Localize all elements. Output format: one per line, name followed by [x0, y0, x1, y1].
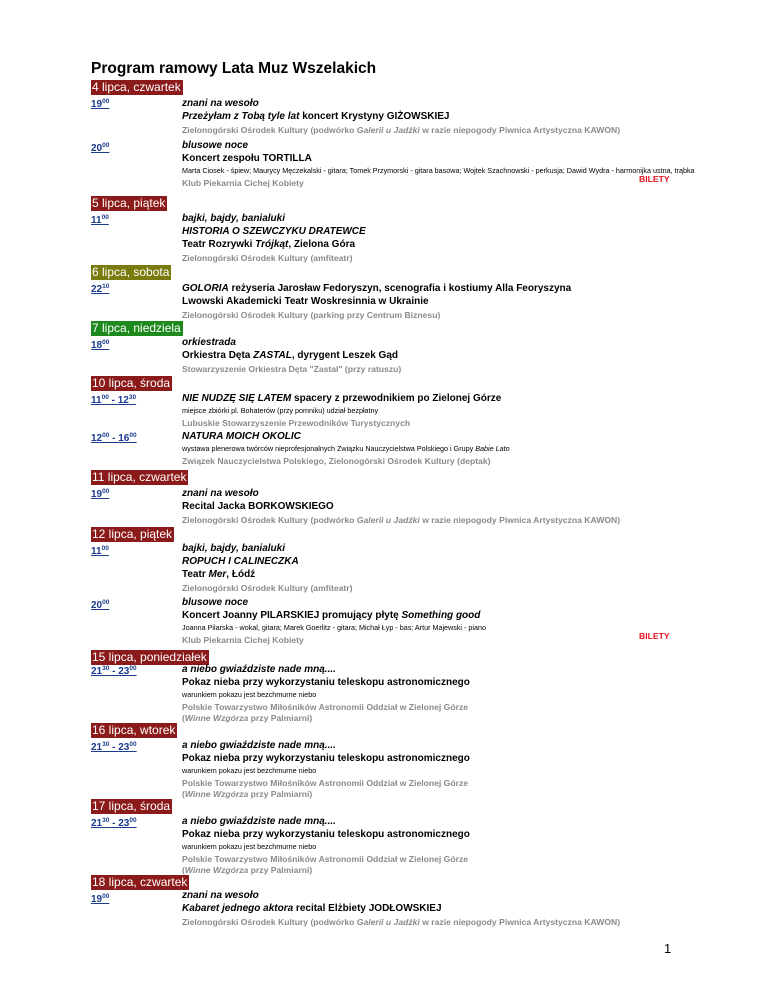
event-info: warunkiem pokazu jest bezchmurne niebo	[182, 766, 317, 775]
event-time: $18^{00}$	[91, 339, 110, 351]
event-category: blusowe noce	[182, 140, 249, 151]
event-category: znani na wesoło	[182, 890, 259, 901]
event-info: wystawa plenerowa twórców nieprofesjonalnych Związku Nauczycielstwa Polskiego i Grupy Babie Lato	[182, 444, 510, 453]
event-venue: Zielonogórski Ośrodek Kultury (amfiteatr)	[182, 253, 353, 263]
event-time: $20^{00}$	[91, 142, 110, 154]
event-entry	[182, 815, 728, 876]
event-info: miejsce zbiórki pl. Bohaterów (przy pomniku) udział bezpłatny	[182, 406, 379, 415]
event-category: bajki, bajdy, banialuki	[182, 213, 285, 224]
event-venue: Polskie Towarzystwo Miłośników Astronomii Oddział w Zielonej Górze	[182, 854, 469, 864]
day-header-5-lipca: 5 lipca, piątek	[92, 196, 166, 210]
event-info: Marta Ciosek - śpiew; Maurycy Męczekalski - gitara; Tomek Przymorski - gitara basowa; Wojtek Szachnowski - perkusja; Dawid Wydra - harmonijka ustna, trąbka	[182, 166, 695, 175]
event-time: $19^{00}$	[91, 98, 110, 110]
event-entry	[182, 487, 728, 526]
event-category: a niebo gwiaździste nade mną....	[182, 816, 336, 827]
event-venue: Zielonogórski Ośrodek Kultury (podwórko Galerii u Jadźki w razie niepogody Piwnica Artystyczna KAWON)	[182, 917, 621, 927]
event-title: NIE NUDZĘ SIĘ LATEM spacery z przewodnikiem po Zielonej Górze	[182, 393, 502, 404]
event-entry	[182, 739, 728, 800]
event-title: Koncert Joanny PILARSKIEJ promujący płytę Something good	[182, 610, 481, 621]
day-header-15-lipca: 15 lipca, poniedziałek	[92, 650, 207, 664]
day-header-11-lipca: 11 lipca, czwartek	[92, 470, 187, 484]
event-venue: Zielonogórski Ośrodek Kultury (amfiteatr)	[182, 583, 353, 593]
event-entry	[182, 430, 728, 467]
event-info: warunkiem pokazu jest bezchmurne niebo	[182, 842, 317, 851]
event-venue: Klub Piekarnia Cichej Kobiety	[182, 178, 304, 188]
event-title: NATURA MOICH OKOLIC	[182, 431, 301, 442]
event-entry	[182, 663, 728, 724]
day-header-6-lipca: 6 lipca, sobota	[92, 265, 170, 279]
event-subtitle: Teatr Mer, Łódź	[182, 569, 256, 580]
event-time: $21^{30} - 23^{00}$	[91, 817, 137, 829]
event-title: Pokaz nieba przy wykorzystaniu teleskopu astronomicznego	[182, 753, 470, 764]
page-number: 1	[664, 941, 672, 956]
event-entry	[182, 542, 728, 594]
event-info: Joanna Pilarska - wokal, gitara; Marek Goerlitz - gitara; Michał Łyp - bas; Artur Majewski - piano	[182, 623, 486, 632]
event-category: znani na wesoło	[182, 98, 259, 109]
event-time: $19^{00}$	[91, 488, 110, 500]
event-time: $22^{10}$	[91, 283, 110, 295]
event-title: Recital Jacka BORKOWSKIEGO	[182, 501, 334, 512]
tickets-link[interactable]: BILETY	[639, 174, 670, 184]
event-entry	[182, 336, 728, 375]
event-info: warunkiem pokazu jest bezchmurne niebo	[182, 690, 317, 699]
event-venue: Zielonogórski Ośrodek Kultury (podwórko Galerii u Jadźki w razie niepogody Piwnica Artystyczna KAWON)	[182, 515, 621, 525]
event-time: $11^{00}$	[91, 545, 109, 557]
day-header-12-lipca: 12 lipca, piątek	[92, 527, 173, 541]
event-time: $21^{30} - 23^{00}$	[91, 741, 137, 753]
day-header-4-lipca: 4 lipca, czwartek	[92, 80, 181, 94]
event-entry	[182, 889, 728, 928]
event-title: Orkiestra Dęta ZASTAL, dyrygent Leszek Gąd	[182, 350, 399, 361]
event-entry	[182, 392, 728, 429]
event-category: a niebo gwiaździste nade mną....	[182, 664, 336, 675]
event-title: ROPUCH I CALINECZKA	[182, 556, 299, 567]
event-venue: Klub Piekarnia Cichej Kobiety	[182, 635, 304, 645]
event-title: Koncert zespołu TORTILLA	[182, 153, 312, 164]
event-venue-detail: (Winne Wzgórza przy Palmiarni)	[182, 713, 313, 723]
event-venue: Lubuskie Stowarzyszenie Przewodników Turystycznych	[182, 418, 411, 428]
event-venue-detail: (Winne Wzgórza przy Palmiarni)	[182, 789, 313, 799]
event-entry	[182, 97, 728, 136]
event-title: Pokaz nieba przy wykorzystaniu teleskopu astronomicznego	[182, 677, 470, 688]
event-venue: Polskie Towarzystwo Miłośników Astronomii Oddział w Zielonej Górze	[182, 778, 469, 788]
event-title: Pokaz nieba przy wykorzystaniu teleskopu astronomicznego	[182, 829, 470, 840]
event-title: Kabaret jednego aktora recital Elżbiety JODŁOWSKIEJ	[182, 903, 442, 914]
event-title: Przeżyłam z Tobą tyle lat koncert Krystyny GIŻOWSKIEJ	[182, 111, 450, 122]
event-category: znani na wesoło	[182, 488, 259, 499]
tickets-link[interactable]: BILETY	[639, 631, 670, 641]
event-time: $21^{30} - 23^{00}$	[91, 665, 137, 677]
event-venue-detail: (Winne Wzgórza przy Palmiarni)	[182, 865, 313, 875]
day-header-17-lipca: 17 lipca, środa	[92, 799, 171, 813]
document-title: Program ramowy Lata Muz Wszelakich	[91, 60, 377, 77]
day-header-18-lipca: 18 lipca, czwartek	[92, 875, 188, 889]
day-header-10-lipca: 10 lipca, środa	[92, 376, 171, 390]
event-subtitle: Teatr Rozrywki Trójkąt, Zielona Góra	[182, 239, 356, 250]
event-time: $20^{00}$	[91, 599, 110, 611]
event-category: bajki, bajdy, banialuki	[182, 543, 285, 554]
event-category: a niebo gwiaździste nade mną....	[182, 740, 336, 751]
event-venue: Związek Nauczycielstwa Polskiego, Zielonogórski Ośrodek Kultury (deptak)	[182, 456, 491, 466]
event-venue: Stowarzyszenie Orkiestra Dęta "Zastal" (przy ratuszu)	[182, 364, 402, 374]
event-title: GOLORIA reżyseria Jarosław Fedoryszyn, scenografia i kostiumy Alla Feoryszyna	[182, 283, 572, 294]
day-header-7-lipca: 7 lipca, niedziela	[92, 321, 181, 335]
event-title: HISTORIA O SZEWCZYKU DRATEWCE	[182, 226, 366, 237]
event-category: orkiestrada	[182, 337, 236, 348]
event-category: blusowe noce	[182, 597, 249, 608]
event-time: $11^{00} - 12^{30}$	[91, 394, 137, 406]
event-venue: Zielonogórski Ośrodek Kultury (parking przy Centrum Biznesu)	[182, 310, 441, 320]
event-venue: Polskie Towarzystwo Miłośników Astronomii Oddział w Zielonej Górze	[182, 702, 469, 712]
event-time: $12^{00} - 16^{00}$	[91, 432, 137, 444]
event-subtitle: Lwowski Akademicki Teatr Woskresinnia w Ukrainie	[182, 296, 429, 307]
event-time: $11^{00}$	[91, 214, 109, 226]
day-header-16-lipca: 16 lipca, wtorek	[92, 723, 176, 737]
event-entry	[182, 282, 728, 321]
event-time: $19^{00}$	[91, 893, 110, 905]
event-entry	[182, 212, 728, 264]
event-venue: Zielonogórski Ośrodek Kultury (podwórko Galerii u Jadźki w razie niepogody Piwnica Artystyczna KAWON)	[182, 125, 621, 135]
